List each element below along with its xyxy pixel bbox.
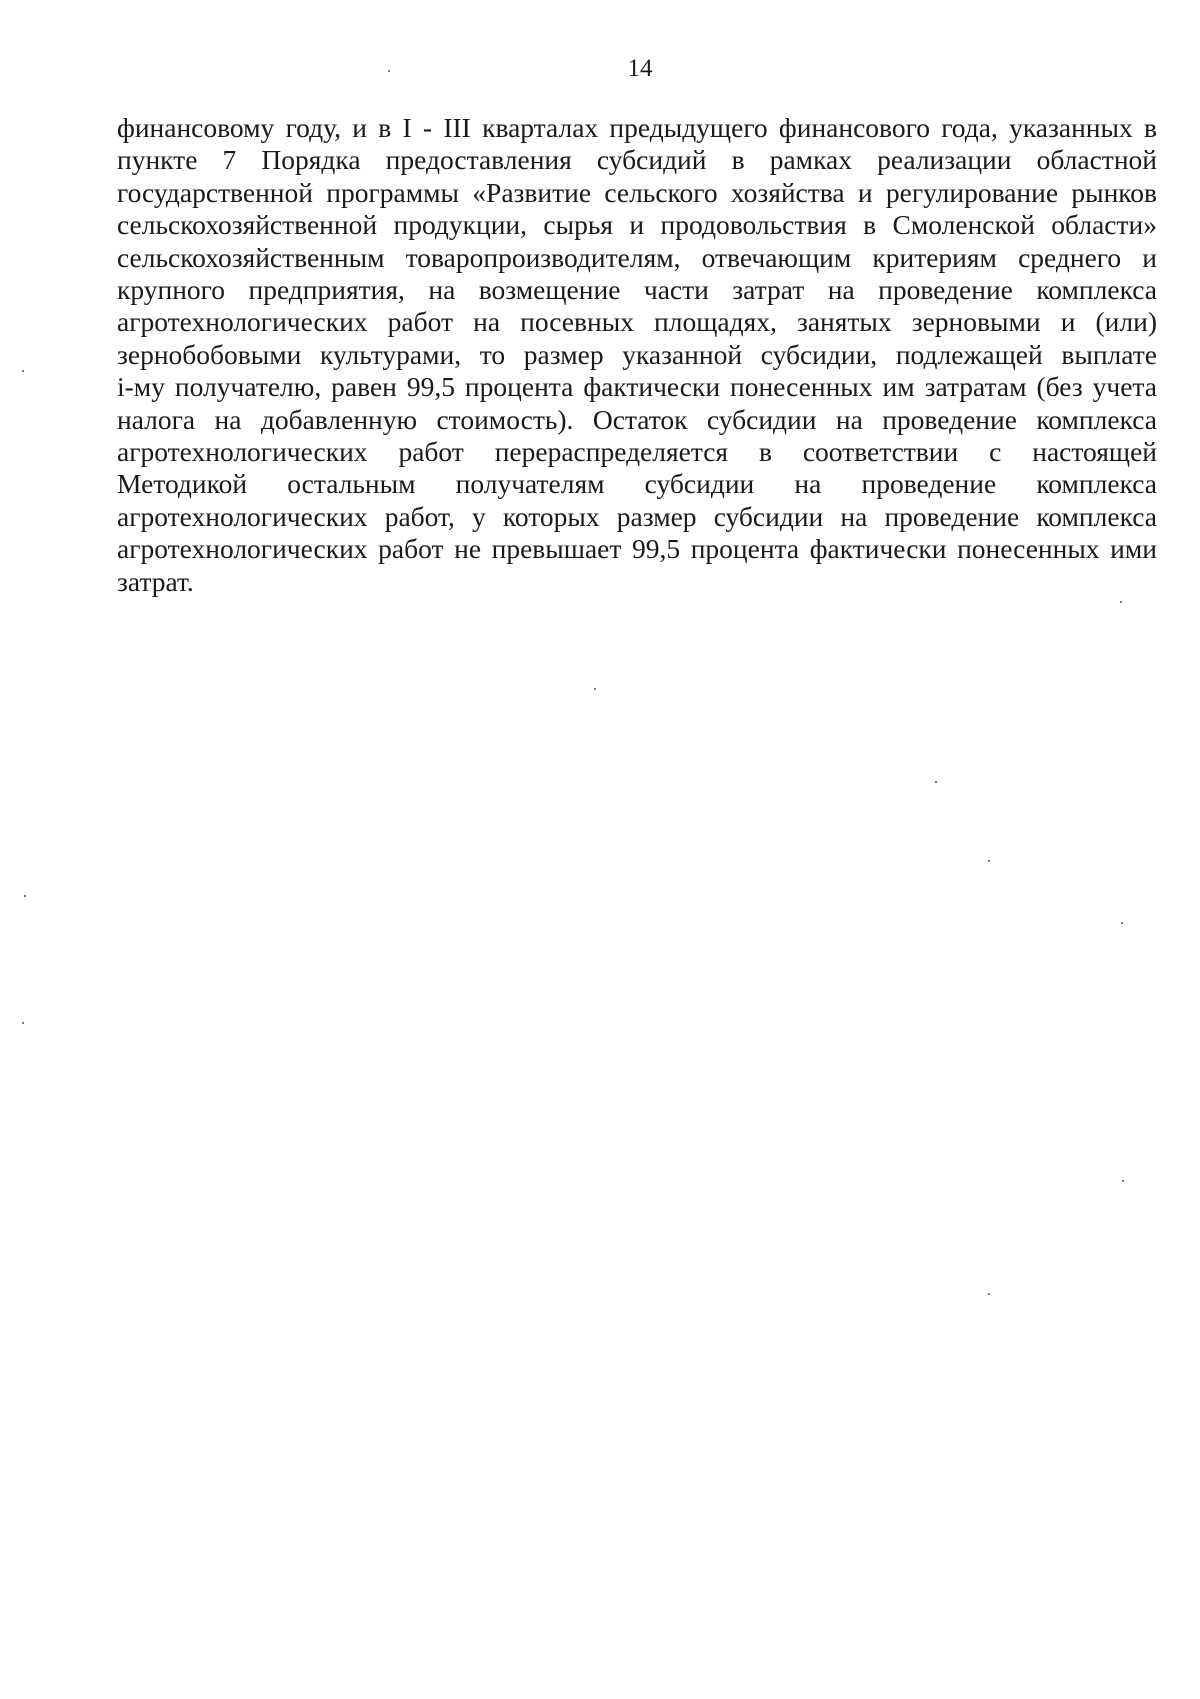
scan-speck bbox=[1120, 601, 1122, 603]
scan-speck bbox=[594, 688, 596, 690]
scan-speck bbox=[988, 860, 990, 862]
scan-speck bbox=[22, 370, 24, 372]
text-line: государственной программы «Развитие сельского хозяйства и регулирование рынков bbox=[117, 176, 1157, 208]
body-paragraph bbox=[117, 112, 1157, 598]
text-line: налога на добавленную стоимость). Остаток субсидии на проведение комплекса bbox=[117, 403, 1157, 435]
text-line: агротехнологических работ перераспределяется в соответствии с настоящей bbox=[117, 436, 1157, 468]
text-line: сельскохозяйственным товаропроизводителям, отвечающим критериям среднего и bbox=[117, 241, 1157, 273]
text-line: пункте 7 Порядка предоставления субсидий в рамках реализации областной bbox=[117, 144, 1157, 176]
text-line: агротехнологических работ, у которых размер субсидии на проведение комплекса bbox=[117, 500, 1157, 532]
text-line: сельскохозяйственной продукции, сырья и продовольствия в Смоленской области» bbox=[117, 209, 1157, 241]
text-line: Методикой остальным получателям субсидии на проведение комплекса bbox=[117, 468, 1157, 500]
scan-speck bbox=[22, 1022, 24, 1024]
scan-speck bbox=[1121, 922, 1123, 924]
text-line-last: затрат. bbox=[117, 565, 194, 597]
text-line: агротехнологических работ не превышает 99,5 процента фактически понесенных ими bbox=[117, 533, 1157, 565]
text-line: крупного предприятия, на возмещение части затрат на проведение комплекса bbox=[117, 274, 1157, 306]
scan-speck bbox=[24, 895, 26, 897]
text-line: i-му получателю, равен 99,5 процента фактически понесенных им затратам (без учета bbox=[117, 371, 1157, 403]
text-line: зернобобовыми культурами, то размер указанной субсидии, подлежащей выплате bbox=[117, 338, 1157, 370]
scan-speck bbox=[388, 70, 390, 72]
text-line: финансовому году, и в I - III кварталах предыдущего финансового года, указанных в bbox=[117, 112, 1157, 143]
text-line: агротехнологических работ на посевных площадях, занятых зерновыми и (или) bbox=[117, 306, 1157, 338]
scan-speck bbox=[1122, 1180, 1124, 1182]
page-number: 14 bbox=[627, 55, 653, 82]
scan-speck bbox=[988, 1293, 990, 1295]
scan-speck bbox=[935, 781, 937, 783]
